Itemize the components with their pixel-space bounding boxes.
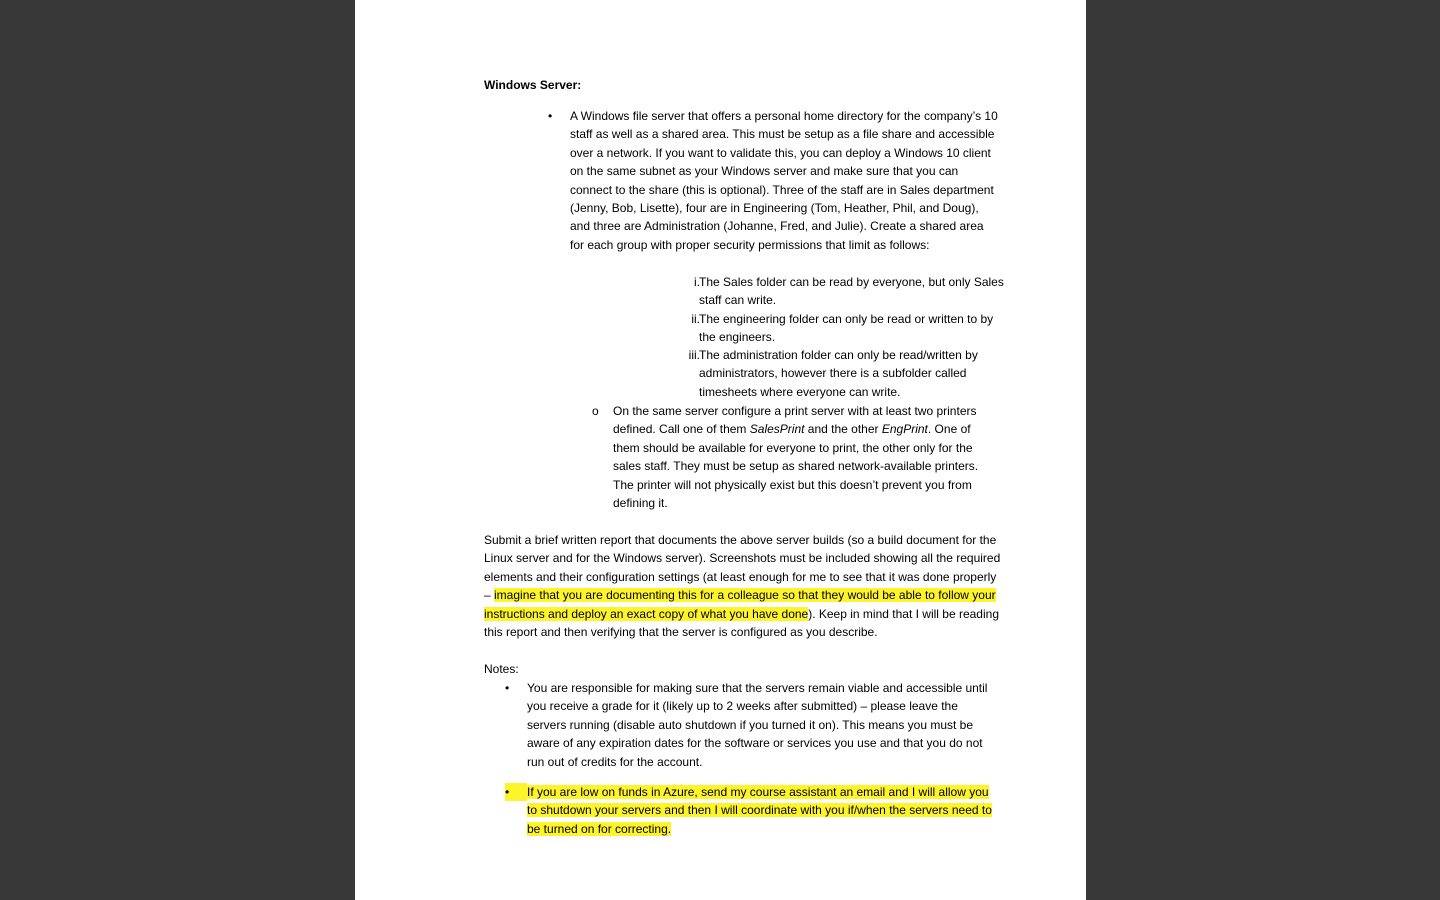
submit-text: Submit a brief written report that documents the above server builds (so a build document for the Linux server and for the Windows server). Screenshots must be included showing all the required elements and their configuration settings (at least enough for me to see that it was done properly – bbox=[484, 533, 1001, 603]
bullet-marker: • bbox=[548, 109, 553, 123]
highlighted-instruction: imagine that you are documenting this for a colleague so that they would be able to follow your instructions and deploy an exact copy of what you have done bbox=[484, 588, 996, 621]
print-server-item bbox=[613, 402, 993, 512]
submit-paragraph bbox=[484, 531, 1002, 641]
roman-marker: iii. bbox=[688, 348, 700, 362]
section-heading bbox=[484, 76, 984, 94]
print-text: . One of them should be available for everyone to print, the other only for the sales staff. They must be setup as shared network-available printers. The printer will not physically exist but this doesn’t prevent you from defining it. bbox=[613, 422, 979, 511]
heading-text: Windows Server: bbox=[484, 78, 582, 92]
note-item: You are responsible for making sure that the servers remain viable and accessible until you receive a grade for it (likely up to 2 weeks after submitted) – please leave the servers running (disable auto shutdown if you turned it on). This means you must be aware of any expiration dates for the software or services you use and that you do not run out of credits for the account. bbox=[527, 681, 988, 769]
bullet-marker: • bbox=[505, 681, 510, 695]
print-text: On the same server configure a print server with at least two printers defined. Call one of them bbox=[613, 404, 977, 437]
engprint-name: EngPrint bbox=[881, 422, 928, 437]
roman-marker: ii. bbox=[691, 312, 700, 326]
highlighted-note-text: If you are low on funds in Azure, send my course assistant an email and I will allow you to shutdown your servers and then I will coordinate with you if/when the servers need to be turned on for correcting. bbox=[527, 785, 992, 836]
print-text: and the other bbox=[804, 422, 882, 437]
roman-item: The engineering folder can only be read or written to by the engineers. bbox=[699, 312, 994, 345]
circle-marker: o bbox=[592, 404, 599, 418]
document-page bbox=[355, 0, 1086, 900]
salesprint-name: SalesPrint bbox=[749, 422, 805, 437]
roman-item: The Sales folder can be read by everyone, but only Sales staff can write. bbox=[699, 275, 1004, 308]
note-item-highlighted bbox=[527, 783, 995, 838]
highlight-marker-bg bbox=[505, 783, 527, 801]
submit-text: ). Keep in mind that I will be reading this report and then verifying that the server is configured as you describe. bbox=[484, 606, 999, 640]
roman-item: The administration folder can only be read/written by administrators, however there is a subfolder called timesheets where everyone can write. bbox=[699, 348, 978, 399]
main-bullet-text: A Windows file server that offers a personal home directory for the company’s 10 staff as well as a shared area. This must be setup as a file share and accessible over a network. If you want to validate this, you can deploy a Windows 10 client on the same subnet as your Windows server and make sure that you can connect to the share (this is optional). Three of the staff are in Sales department (Jenny, Bob, Lisette), four are in Engineering (Tom, Heather, Phil, and Doug), and three are Administration (Johanne, Fred, and Julie). Create a shared area for each group with proper security permissions that limit as follows: bbox=[570, 109, 998, 252]
bullet-marker: • bbox=[505, 785, 510, 799]
notes-label: Notes: bbox=[484, 662, 519, 676]
roman-marker: i. bbox=[694, 275, 700, 289]
